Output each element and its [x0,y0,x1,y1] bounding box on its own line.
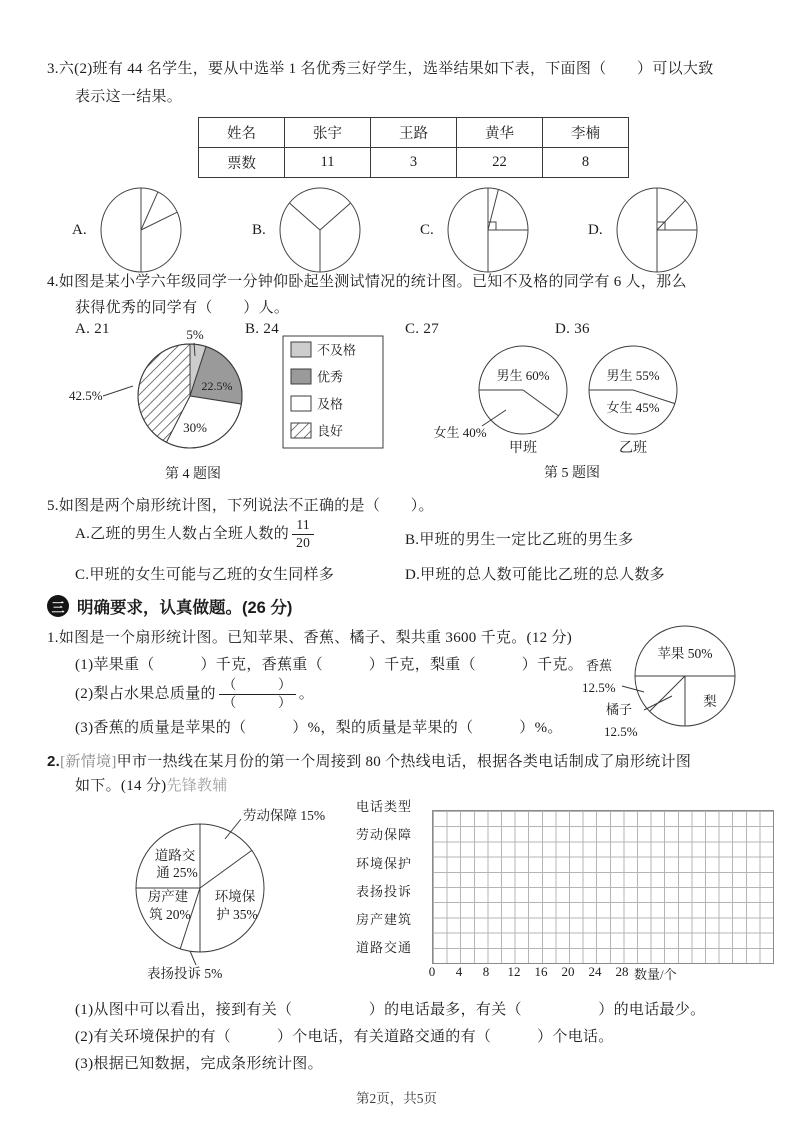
leader-line [622,686,644,692]
blank-fraction: $\frac{( )}{( )}$ [219,678,296,711]
b2-sub3: (3)根据已知数据，完成条形统计图。 [75,1056,323,1072]
table-row [199,148,629,178]
pct-label: 男生 55% [606,368,660,383]
q4-option-b: B. 24 [245,321,280,337]
pct-label: 22.5% [201,379,233,393]
pct-label: 环境保 [214,889,256,904]
x-tick: 12 [507,964,521,979]
x-tick: 28 [615,964,629,979]
pct-label: 梨 [703,694,717,709]
leader-line [225,819,241,839]
table-cell: 黄华 [457,118,543,148]
bar-chart-category-labels [356,793,430,963]
section-header [47,594,292,618]
legend-label: 良好 [317,423,344,439]
bar-category: 劳动保障 [356,827,413,843]
x-tick: 20 [561,964,575,979]
table-cell: 8 [543,148,629,178]
pie-option-c [440,186,530,274]
legend-swatch-youxiu [291,369,311,384]
pct-label: 男生 60% [496,368,550,383]
q4-option-c: C. 27 [405,321,440,337]
bar-category: 房产建筑 [356,912,413,928]
pct-label: 房产建 [147,889,189,904]
option-label: C. [420,221,434,238]
table-cell: 姓名 [199,118,285,148]
q3-option-b [252,186,362,274]
table-cell: 李楠 [543,118,629,148]
pie-option-a [93,186,183,274]
q4-line2: 获得优秀的同学有（ ）人。 [75,300,290,316]
legend-label: 优秀 [317,369,344,385]
section-title: 明确要求，认真做题。(26 分) [77,599,293,617]
q5-figure [420,342,730,482]
page-number: 第2页，共5页 [356,1091,437,1106]
pct-label: 苹果 50% [657,646,713,661]
pct-label: 道路交 [154,848,196,863]
x-tick: 16 [534,964,548,979]
figure-caption: 乙班 [619,441,647,456]
legend-label: 及格 [317,396,344,412]
bar-axis-title: 电话类型 [356,799,413,814]
pct-label: 表扬投诉 5% [147,966,223,981]
b1-sub1: (1)苹果重（ ）千克，香蕉重（ ）千克，梨重（ ）千克。 [75,657,583,673]
table-cell: 张宇 [285,118,371,148]
x-tick: 4 [455,964,463,979]
q5-option-d: D.甲班的总人数可能比乙班的总人数多 [405,567,665,583]
pct-label: 劳动保障 15% [243,808,326,823]
b1-sub2: (2)梨占水果总质量的 $\frac{( )}{( )}$ 。 [75,677,315,710]
pct-label: 42.5% [69,388,103,403]
q4-figure [45,330,390,490]
q5-option-b: B.甲班的男生一定比乙班的男生多 [405,532,634,548]
q3-option-a [72,186,183,274]
leader-line [190,951,196,965]
watermark-text: 先锋教辅 [166,778,228,794]
pie-option-d [609,186,699,274]
x-axis-unit: 数量/个 [634,967,677,982]
figure-caption: 第 4 题图 [165,467,221,482]
table-row [199,118,629,148]
q3-vote-table [198,117,629,178]
pct-label: 12.5% [582,680,616,695]
b1-fruit-pie [578,612,793,752]
q4-option-a: A. 21 [75,321,110,337]
pct-label: 女生 40% [433,425,487,440]
pct-label: 通 25% [156,865,198,880]
figure-caption: 甲班 [509,441,537,456]
b2-line2: 如下。(14 分)先锋教辅 [75,778,228,794]
table-cell: 票数 [199,148,285,178]
q3-line1: 3.六(2)班有 44 名学生，要从中选举 1 名优秀三好学生，选举结果如下表，下面图（ ）可以大致 [47,61,714,77]
leader-line [103,386,133,396]
bar-category: 环境保护 [356,855,413,871]
pct-label: 女生 45% [606,400,660,415]
q3-option-c [420,186,530,274]
table-cell: 王路 [371,118,457,148]
bar-category: 表扬投诉 [356,883,413,899]
leader-line [644,696,672,710]
q3-option-d [588,186,699,274]
bar-chart-grid [432,810,774,964]
legend-swatch-jige [291,396,311,411]
table-cell: 11 [285,148,371,178]
option-label: D. [588,221,603,238]
x-tick: 8 [482,964,490,979]
pct-label: 筑 20% [149,907,191,922]
pct-label: 5% [186,330,204,342]
b2-sub1: (1)从图中可以看出，接到有关（ ）的电话最多，有关（ ）的电话最少。 [75,1002,706,1018]
q3-line2: 表示这一结果。 [75,89,183,105]
bar-chart-x-axis [428,964,792,982]
pct-label: 护 35% [216,907,258,922]
b1-line1: 1.如图是一个扇形统计图。已知苹果、香蕉、橘子、梨共重 3600 千克。(12 分) [47,630,573,646]
x-tick: 0 [428,964,436,979]
q4-line1: 4.如图是某小学六年级同学一分钟仰卧起坐测试情况的统计图。已知不及格的同学有 6 人，那么 [47,274,687,290]
table-cell: 3 [371,148,457,178]
legend-swatch-buhege [291,342,311,357]
legend-label: 不及格 [317,342,357,358]
q5-option-a: A.乙班的男生人数占全班人数的 $\frac{11}{20}$ [75,518,317,551]
new-context-tag: [新情境] [60,754,117,770]
b1-sub3: (3)香蕉的质量是苹果的（ ）%，梨的质量是苹果的（ ）%。 [75,720,563,736]
figure-caption: 第 5 题图 [544,466,600,481]
b2-sub2: (2)有关环境保护的有（ ）个电话，有关道路交通的有（ ）个电话。 [75,1029,614,1045]
q4-option-d: D. 36 [555,321,590,337]
table-cell: 22 [457,148,543,178]
q5-line1: 5.如图是两个扇形统计图，下列说法不正确的是（ ）。 [47,498,434,514]
legend-swatch-lianghao [291,423,311,438]
option-label: B. [252,221,266,238]
x-tick: 24 [588,964,602,979]
bar-category: 道路交通 [356,940,413,956]
pie-option-b [272,186,362,274]
option-label: A. [72,221,87,238]
pct-label: 香蕉 [586,658,613,673]
pct-label: 30% [183,420,207,435]
pct-label: 橘子 [606,702,633,717]
fraction: $\frac{11}{20}$ [292,518,314,551]
section-number-icon: 三 [47,595,69,617]
pct-label: 12.5% [604,724,638,739]
q5-option-c: C.甲班的女生可能与乙班的女生同样多 [75,567,335,583]
b2-line1: 2.[新情境]甲市一热线在某月份的第一个周接到 80 个热线电话，根据各类电话制成了扇形统计图 [47,753,692,770]
